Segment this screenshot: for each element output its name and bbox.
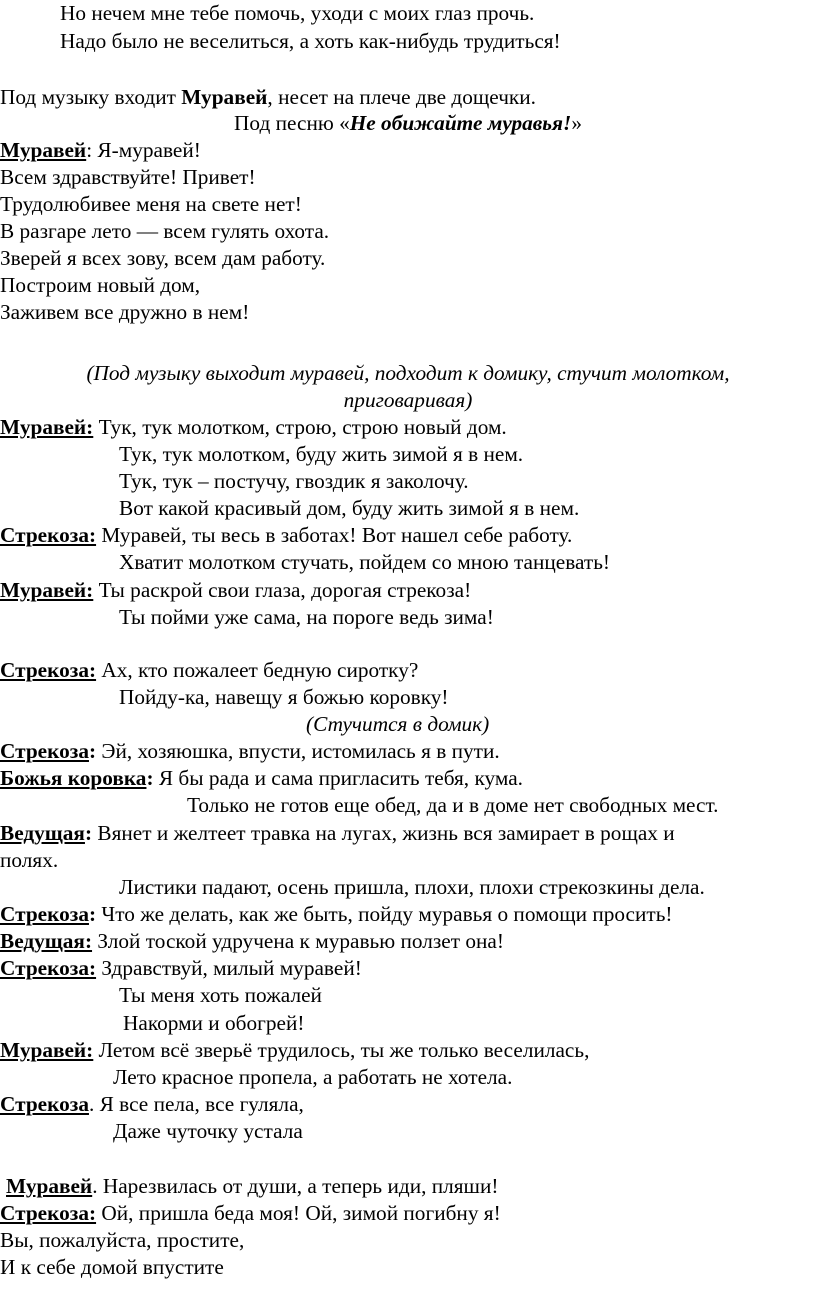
speaker-name: Ведущая: [0, 821, 85, 845]
text-line: Пойду-ка, навещу я божью коровку!: [119, 685, 449, 709]
text-line: Даже чуточку устала: [113, 1119, 303, 1143]
stage-direction: (Под музыку выходит муравей, подходит к домику, стучит молотком,: [86, 361, 730, 385]
dialogue-line: Стрекоза: Ах, кто пожалеет бедную сиротку?: [0, 658, 419, 682]
speaker-name: Ведущая:: [0, 929, 93, 953]
dialogue-line: Стрекоза. Я все пела, все гуляла,: [0, 1092, 304, 1116]
dialogue-line: Муравей: Летом всё зверьё трудилось, ты же только веселилась,: [0, 1038, 590, 1062]
dialogue-line: Стрекоза: Что же делать, как же быть, пойду муравья о помощи просить!: [0, 902, 673, 926]
text-line: Лето красное пропела, а работать не хотела.: [113, 1065, 513, 1089]
stage-direction: (Стучится в домик): [306, 712, 490, 736]
text-line: Но нечем мне тебе помочь, уходи с моих глаз прочь.: [60, 1, 535, 25]
text-line: Трудолюбивее меня на свете нет!: [0, 192, 302, 216]
speaker-name: Стрекоза: [0, 739, 89, 763]
speaker-name: Стрекоза:: [0, 523, 97, 547]
speaker-name: Стрекоза:: [0, 658, 97, 682]
song-title-line: Под песню «Не обижайте муравья!»: [234, 111, 582, 135]
speaker-name: Стрекоза:: [0, 956, 97, 980]
dialogue-line: Ведущая: Злой тоской удручена к муравью ползет она!: [0, 929, 504, 953]
stage-direction: Под музыку входит Муравей, несет на плече две дощечки.: [0, 85, 536, 109]
text-line: Тук, тук молотком, буду жить зимой я в нем.: [119, 442, 524, 466]
dialogue-line: Стрекоза: Эй, хозяюшка, впусти, истомилась я в пути.: [0, 739, 500, 763]
text-line: И к себе домой впустите: [0, 1255, 224, 1279]
speaker-name: Стрекоза: [0, 1092, 89, 1116]
speaker-name: Муравей:: [0, 1038, 94, 1062]
text-line: Вот какой красивый дом, буду жить зимой я в нем.: [119, 496, 580, 520]
speaker-name: Муравей: [6, 1174, 93, 1198]
text-line: Накорми и обогрей!: [123, 1011, 305, 1035]
text-line: Вы, пожалуйста, простите,: [0, 1228, 245, 1252]
speaker-name: Стрекоза: [0, 902, 89, 926]
text-line: Ты пойми уже сама, на пороге ведь зима!: [119, 605, 494, 629]
text-line: Тук, тук – постучу, гвоздик я заколочу.: [119, 469, 469, 493]
dialogue-line: Стрекоза: Ой, пришла беда моя! Ой, зимой погибну я!: [0, 1201, 501, 1225]
dialogue-line: Божья коровка: Я бы рада и сама пригласить тебя, кума.: [0, 766, 523, 790]
text-line: Заживем все дружно в нем!: [0, 300, 250, 324]
character-name: Муравей: [181, 85, 268, 109]
text-line: Хватит молотком стучать, пойдем со мною танцевать!: [119, 550, 611, 574]
speaker-name: Муравей: [0, 138, 87, 162]
dialogue-line: Ведущая: Вянет и желтеет травка на лугах, жизнь вся замирает в рощах и: [0, 821, 675, 845]
speaker-name: Божья коровка: [0, 766, 147, 790]
dialogue-line: Стрекоза: Здравствуй, милый муравей!: [0, 956, 362, 980]
dialogue-line: Муравей: Тук, тук молотком, строю, строю новый дом.: [0, 415, 507, 439]
dialogue-line: Муравей. Нарезвилась от души, а теперь иди, пляши!: [6, 1174, 499, 1198]
speaker-name: Муравей:: [0, 578, 94, 602]
dialogue-line: Муравей: Я-муравей!: [0, 138, 201, 162]
text-line: Надо было не веселиться, а хоть как-нибудь трудиться!: [60, 29, 561, 53]
text-line: Зверей я всех зову, всем дам работу.: [0, 246, 326, 270]
text-line: Только не готов еще обед, да и в доме нет свободных мест.: [187, 793, 719, 817]
text-line: Ты меня хоть пожалей: [119, 983, 322, 1007]
stage-direction: приговаривая): [343, 388, 473, 412]
speaker-name: Стрекоза:: [0, 1201, 97, 1225]
dialogue-line: Стрекоза: Муравей, ты весь в заботах! Вот нашел себе работу.: [0, 523, 573, 547]
text-line: полях.: [0, 848, 59, 872]
text-line: Построим новый дом,: [0, 273, 201, 297]
speaker-name: Муравей:: [0, 415, 94, 439]
dialogue-line: Муравей: Ты раскрой свои глаза, дорогая стрекоза!: [0, 578, 472, 602]
song-title: Не обижайте муравья!: [349, 111, 572, 135]
text-line: Листики падают, осень пришла, плохи, плохи стрекозкины дела.: [119, 875, 705, 899]
text-line: В разгаре лето — всем гулять охота.: [0, 219, 330, 243]
text-line: Всем здравствуйте! Привет!: [0, 165, 256, 189]
